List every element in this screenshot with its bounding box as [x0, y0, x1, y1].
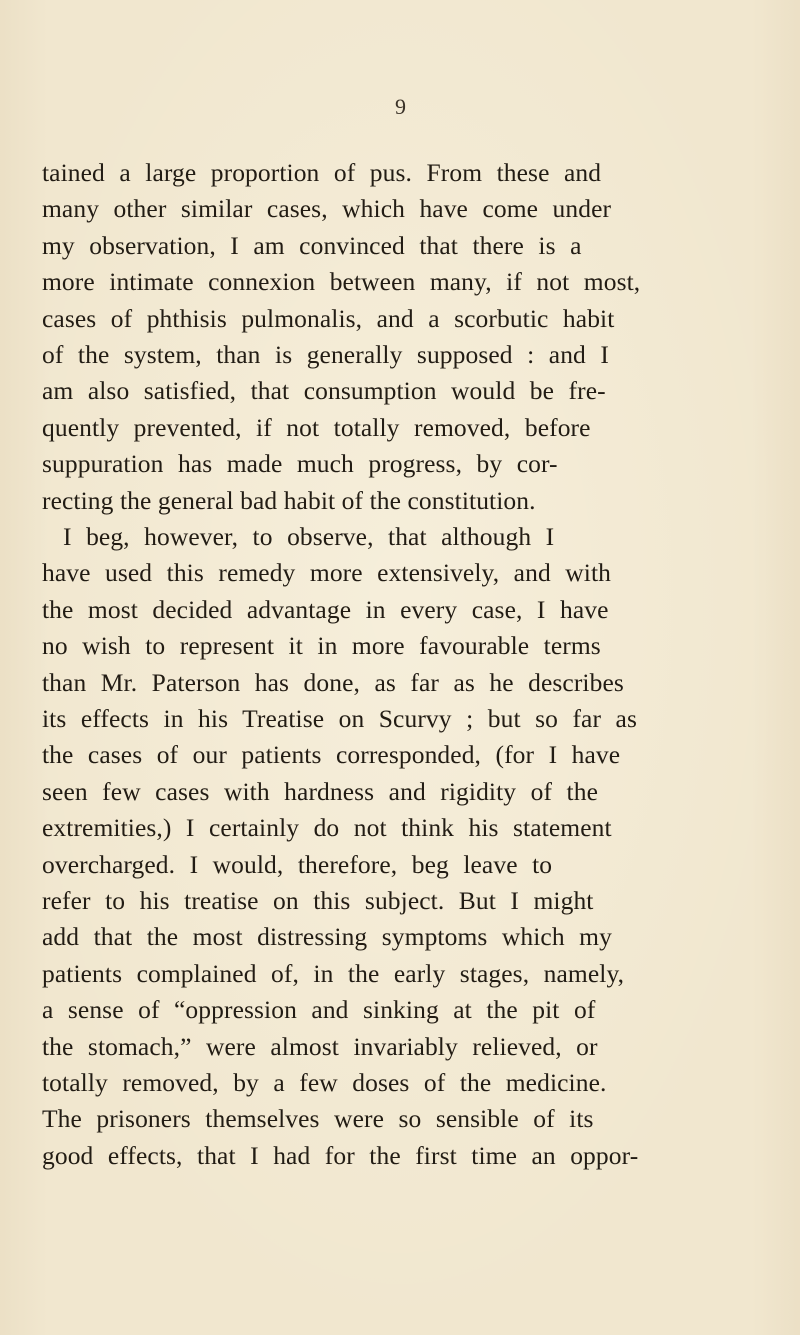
text-line: add that the most distressing symptoms which my [42, 922, 612, 952]
text-line: extremities,) I certainly do not think his statement [42, 813, 612, 843]
text-line: the most decided advantage in every case, I have [42, 594, 609, 624]
text-line: my observation, I am convinced that there is a [42, 230, 582, 260]
text-line: many other similar cases, which have come under [42, 194, 612, 224]
text-line: than Mr. Paterson has done, as far as he describes [42, 667, 624, 697]
text-line: overcharged. I would, therefore, beg leave to [42, 849, 553, 879]
text-line: am also satisfied, that consumption would be fre- [42, 376, 606, 406]
text-line: refer to his treatise on this subject. But I might [42, 886, 594, 915]
text-line: good effects, that I had for the first time an oppor- [42, 1140, 639, 1170]
text-line: of the system, than is generally supposed : and I [42, 340, 609, 369]
text-line: a sense of “oppression and sinking at the pit of [42, 995, 596, 1025]
text-line: have used this remedy more extensively, and with [42, 558, 612, 588]
text-line: the stomach,” were almost invariably relieved, or [42, 1031, 598, 1061]
text-line: patients complained of, in the early stages, namely, [42, 958, 625, 988]
text-line: seen few cases with hardness and rigidity of the [42, 776, 598, 806]
page-number: 9 [395, 94, 406, 119]
text-line: no wish to represent it in more favourable terms [42, 631, 601, 661]
text-line: the cases of our patients corresponded, (for I have [42, 740, 621, 770]
text-line: tained a large proportion of pus. From these and [42, 158, 602, 187]
text-line: cases of phthisis pulmonalis, and a scorbutic habit [42, 303, 615, 333]
text-line: I beg, however, to observe, that although I [63, 522, 555, 551]
text-line: The prisoners themselves were so sensible of its [42, 1104, 594, 1134]
text-line: recting the general bad habit of the constitution. [42, 485, 536, 515]
text-line: more intimate connexion between many, if not most, [42, 267, 641, 297]
text-line: quently prevented, if not totally removed, before [42, 412, 591, 442]
text-line: suppuration has made much progress, by cor- [42, 449, 558, 479]
text-line: totally removed, by a few doses of the medicine. [42, 1068, 607, 1097]
text-line: its effects in his Treatise on Scurvy ; but so far as [42, 704, 637, 733]
